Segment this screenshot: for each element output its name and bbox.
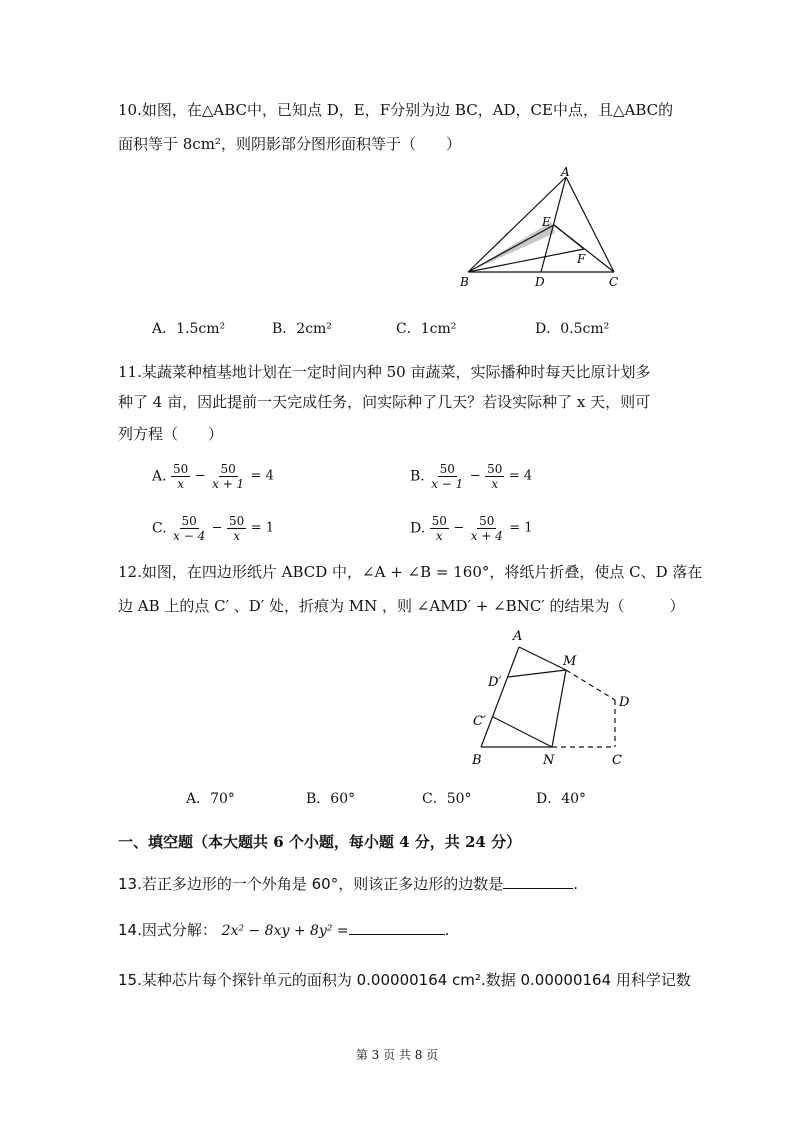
q12-option-a: A．70° <box>186 791 235 807</box>
label-d-prime: D′ <box>488 675 502 690</box>
segment-am <box>519 647 566 670</box>
q10-option-a: A．1.5cm² <box>152 321 226 337</box>
q11-option-c: C. $\frac{50}{x - 4}$ − $\frac{50}{x}$ = 1 <box>152 514 275 543</box>
q11-line3: 列方程（ ） <box>118 425 224 443</box>
q14: 14.因式分解： 2x² − 8xy + 8y² = . <box>118 918 449 941</box>
segment-mn <box>552 670 566 747</box>
label-m: M <box>563 654 577 669</box>
q11-line2: 种了 4 亩，因此提前一天完成任务，问实际种了几天？若设实际种了 x 天，则可 <box>118 393 651 411</box>
label-c: C <box>609 275 619 289</box>
label-b: B <box>472 753 482 768</box>
q13-text: 13.若正多边形的一个外角是 60°，则该正多边形的边数是 <box>118 875 504 893</box>
section-heading: 一、填空题（本大题共 6 个小题，每小题 4 分，共 24 分） <box>118 833 522 851</box>
label-d: D <box>535 275 545 289</box>
q12-quadrilateral-figure <box>468 625 648 770</box>
dashed-md <box>566 670 615 700</box>
segment-cprime-n <box>493 717 552 747</box>
q11-option-d: D. $\frac{50}{x}$ − $\frac{50}{x + 4}$ = 1 <box>410 514 533 543</box>
label-b: B <box>460 275 469 289</box>
q14-text: 14.因式分解： <box>118 921 217 939</box>
label-f: F <box>577 252 586 266</box>
q10-option-b: B．2cm² <box>272 321 332 337</box>
q13-answer-blank <box>503 872 573 889</box>
q15-line1: 15.某种芯片每个探针单元的面积为 0.00000164 cm².数据 0.00000164 用科学记数 <box>118 971 691 989</box>
label-c-prime: C′ <box>473 714 486 729</box>
segment-ef <box>554 225 584 249</box>
label-n: N <box>543 753 555 768</box>
q12-line2: 边 AB 上的点 C′ 、D′ 处，折痕为 MN ，则 ∠AMD′ + ∠BNC′ 的结果为（ ） <box>118 597 685 615</box>
q13: 13.若正多边形的一个外角是 60°，则该正多边形的边数是 . <box>118 872 578 894</box>
q10-line1: 10.如图，在△ABC中，已知点 D，E，F分别为边 BC，AD，CE中点，且△ABC的 <box>118 101 674 119</box>
q12-option-d: D．40° <box>536 791 587 807</box>
q10-option-d: D．0.5cm² <box>535 321 610 337</box>
q10-option-c: C．1cm² <box>396 321 457 337</box>
segment-ac <box>566 177 614 272</box>
page-footer: 第 3 页 共 8 页 <box>355 1048 439 1062</box>
label-c: C <box>612 753 622 768</box>
q11-line1: 11.某蔬菜种植基地计划在一定时间内种 50 亩蔬菜，实际播种时每天比原计划多 <box>118 363 651 381</box>
q10-triangle-figure <box>455 165 635 295</box>
q11-option-b: B. $\frac{50}{x - 1}$ − $\frac{50}{x}$ = 4 <box>410 462 533 491</box>
q14-expression: 2x² − 8xy + 8y² = <box>221 923 349 939</box>
label-d: D <box>619 695 630 710</box>
label-a: A <box>513 629 523 644</box>
segment-bf <box>468 249 584 272</box>
q12-option-c: C．50° <box>422 791 472 807</box>
q11-option-a: A. $\frac{50}{x}$ − $\frac{50}{x + 1}$ = 4 <box>152 462 274 491</box>
q12-option-b: B．60° <box>306 791 356 807</box>
label-a: A <box>561 165 570 179</box>
q14-answer-blank <box>349 918 445 935</box>
segment-be <box>468 225 554 272</box>
q10-line2: 面积等于 8cm²，则阴影部分图形面积等于（ ） <box>118 135 461 153</box>
segment-ab <box>481 647 519 747</box>
q12-line1: 12.如图，在四边形纸片 ABCD 中，∠A + ∠B = 160°，将纸片折叠，使点 C、D 落在 <box>118 563 703 581</box>
label-e: E <box>542 215 551 229</box>
segment-dprime-m <box>508 670 566 677</box>
